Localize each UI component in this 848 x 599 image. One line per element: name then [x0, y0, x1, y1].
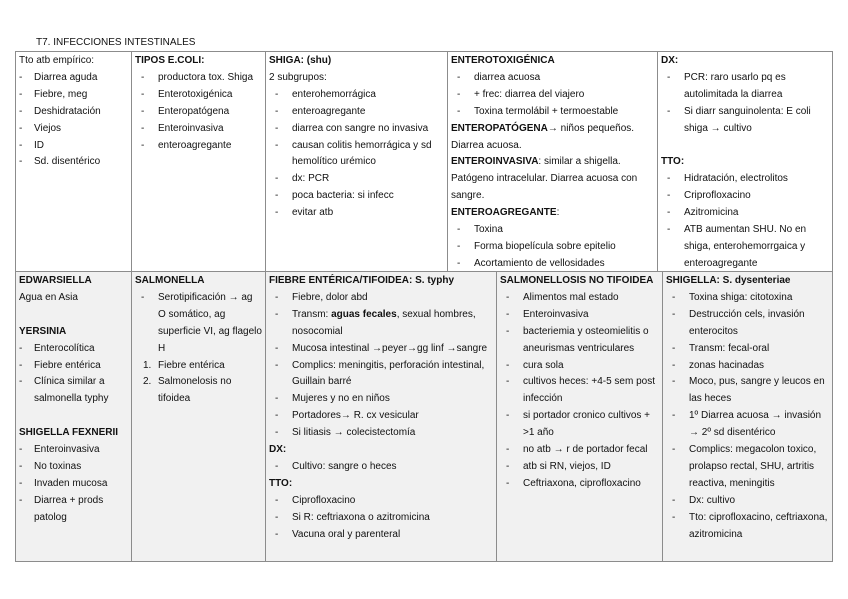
enteroagregante-suffix: :	[556, 207, 560, 219]
list-item: - Si diarr sanguinolenta: E coli shiga → cultivo	[661, 104, 830, 138]
cell-shiga	[266, 52, 448, 275]
top-table	[15, 51, 833, 275]
list-item: - Toxina termolábil + termoestable	[451, 104, 655, 121]
enteroagregante-header: ENTEROAGREGANTE	[451, 207, 557, 219]
list-item: - Diarrea aguda	[19, 70, 129, 87]
list-item: - Fiebre entérica	[19, 358, 129, 375]
tto-header: TTO:	[661, 156, 685, 168]
list-item: - Complics: megacolon toxico, prolapso rectal, SHU, artritis reactiva, meningitis	[666, 442, 830, 493]
page-title: T7. INFECCIONES INTESTINALES	[36, 37, 196, 48]
bottom-table	[15, 271, 833, 562]
list-item: - Enteropatógena	[135, 104, 263, 121]
tto-header: TTO:	[269, 477, 293, 489]
list-item: - productora tox. Shiga	[135, 70, 263, 87]
list-item: - Destrucción cels, invasión enterocitos	[666, 307, 830, 341]
edwarsiella-header: EDWARSIELLA	[19, 275, 92, 286]
list-item: - Ciprofloxacino	[269, 493, 494, 510]
list-item: - Clínica similar a salmonella typhy	[19, 374, 129, 408]
edwarsiella-text: Agua en Asia	[19, 291, 78, 303]
list-item: - Tto: ciprofloxacino, ceftriaxona, azitromicina	[666, 510, 830, 544]
list-item: - cultivos heces: +4-5 sem post infección	[500, 374, 660, 408]
cell-edwarsiella-yersinia	[16, 272, 132, 562]
cell-fiebre-enterica	[266, 272, 497, 562]
list-item: - diarrea acuosa	[451, 70, 655, 87]
item-text: Fiebre entérica	[158, 359, 225, 371]
list-item: - Transm: fecal-oral	[666, 341, 830, 358]
list-item: - Vacuna oral y parenteral	[269, 527, 494, 544]
list-item: - Moco, pus, sangre y leucos en las heces	[666, 374, 830, 408]
list-item: - Criprofloxacino	[661, 188, 830, 205]
list-item: - atb si RN, viejos, ID	[500, 459, 660, 476]
list-item: - ATB aumentan SHU. No en shiga, enterohemorrgaica y enteroagregante	[661, 222, 830, 273]
cell-ecoli-types	[132, 52, 266, 275]
list-item: - diarrea con sangre no invasiva	[269, 121, 445, 138]
shigella-flexneri-header: SHIGELLA FEXNERII	[19, 427, 119, 439]
list-item: - no atb → r de portador fecal	[500, 442, 660, 459]
list-item: - cura sola	[500, 358, 660, 375]
salmonella-header: SALMONELLA	[135, 275, 205, 286]
list-item: - Fiebre, dolor abd	[269, 290, 494, 307]
list-item: - Sd. disentérico	[19, 154, 129, 171]
list-item: - Enteroinvasiva	[500, 307, 660, 324]
list-item: - si portador cronico cultivos + >1 año	[500, 408, 660, 442]
list-item: - Mujeres y no en niños	[269, 391, 494, 408]
cell-enterotoxigenic	[448, 52, 658, 275]
shiga-subheader: 2 subgrupos:	[269, 71, 327, 83]
list-item: - + frec: diarrea del viajero	[451, 87, 655, 104]
list-item: - Forma biopelícula sobre epitelio	[451, 239, 655, 256]
list-item: - Acortamiento de vellosidades	[451, 256, 655, 273]
transm-bold: aguas fecales	[331, 308, 397, 320]
enteroinvasiva-header: ENTEROINVASIVA	[451, 156, 539, 168]
list-item: - Enteroinvasiva	[19, 442, 129, 459]
list-item: - enteroagregante	[269, 104, 445, 121]
item-text: Salmonelosis no tifoidea	[158, 376, 232, 405]
list-item: - Azitromicina	[661, 205, 830, 222]
item-number: 2.	[143, 376, 152, 388]
enteropatogena-header: ENTEROPATÓGENA	[451, 122, 548, 134]
list-item: - Serotipificación → ag O somático, ag superficie VI, ag flagelo H	[135, 290, 263, 358]
list-item: - poca bacteria: si infecc	[269, 188, 445, 205]
empiric-header: Tto atb empírico:	[19, 55, 95, 66]
list-item: - dx: PCR	[269, 171, 445, 188]
list-item: - Enteroinvasiva	[135, 121, 263, 138]
list-item: - Portadores→ R. cx vesicular	[269, 408, 494, 425]
cell-dx-tto	[658, 52, 833, 275]
dx-header: DX:	[269, 444, 287, 456]
enteropatogena-text: → niños pequeños. Diarrea acuosa.	[451, 122, 635, 151]
cell-salmonella	[132, 272, 266, 562]
list-item: - Si R: ceftriaxona o azitromicina	[269, 510, 494, 527]
enteroagregante-paragraph	[451, 205, 655, 222]
list-item: - causan colitis hemorrágica y sd hemolítico urémico	[269, 138, 445, 172]
list-item: - 1º Diarrea acuosa → invasión → 2º sd disentérico	[666, 408, 830, 442]
item-number: 1.	[143, 359, 152, 371]
list-item: - enteroagregante	[135, 138, 263, 155]
list-item: - Viejos	[19, 121, 129, 138]
list-item: - Deshidratación	[19, 104, 129, 121]
list-item: - Si litiasis → colecistectomía	[269, 425, 494, 442]
list-item: - Fiebre, meg	[19, 87, 129, 104]
list-item: - Toxina	[451, 222, 655, 239]
list-item: - Enterocolítica	[19, 341, 129, 358]
list-item: - Enterotoxigénica	[135, 87, 263, 104]
list-item: - Dx: cultivo	[666, 493, 830, 510]
fiebre-enterica-header: FIEBRE ENTÉRICA/TIFOIDEA: S. typhy	[269, 275, 455, 286]
cell-empiric-treatment	[16, 52, 132, 275]
enteroinvasiva-paragraph	[451, 154, 655, 205]
list-item: - Toxina shiga: citotoxina	[666, 290, 830, 307]
list-item: - enterohemorrágica	[269, 87, 445, 104]
dx-header: DX:	[661, 55, 679, 66]
yersinia-header: YERSINIA	[19, 325, 67, 337]
list-item: - Complics: meningitis, perforación intestinal, Guillain barré	[269, 358, 494, 392]
list-item-transm	[269, 307, 494, 341]
list-item: - Diarrea + prods patolog	[19, 493, 129, 527]
list-item: - evitar atb	[269, 205, 445, 222]
list-item: - Invaden mucosa	[19, 476, 129, 493]
enteropatogena-paragraph	[451, 121, 655, 155]
list-item: - No toxinas	[19, 459, 129, 476]
transm-rest: , sexual hombres, nosocomial	[292, 308, 476, 337]
list-item: - Ceftriaxona, ciprofloxacino	[500, 476, 660, 493]
list-item: - zonas hacinadas	[666, 358, 830, 375]
list-item: - Hidratación, electrolitos	[661, 171, 830, 188]
list-item: - Mucosa intestinal →peyer→gg linf →sangre	[269, 341, 494, 358]
numbered-item	[135, 358, 263, 375]
cell-shigella-dysenteriae	[663, 272, 833, 562]
list-item: - PCR: raro usarlo pq es autolimitada la diarrea	[661, 70, 830, 104]
ecoli-header: TIPOS E.COLI:	[135, 55, 205, 66]
enterotox-header: ENTEROTOXIGÉNICA	[451, 55, 555, 66]
list-item: - bacteriemia y osteomielitis o aneurismas ventriculares	[500, 324, 660, 358]
enteroinvasiva-text: : similar a shigella. Patógeno intracelular. Diarrea acuosa con sangre.	[451, 156, 638, 202]
salmonellosis-header: SALMONELLOSIS NO TIFOIDEA	[500, 275, 654, 286]
list-item: - Cultivo: sangre o heces	[269, 459, 494, 476]
cell-salmonellosis-no-tifoidea	[497, 272, 663, 562]
list-item: - Alimentos mal estado	[500, 290, 660, 307]
list-item: - ID	[19, 138, 129, 155]
numbered-item	[135, 374, 263, 408]
transm-prefix: Transm:	[292, 308, 332, 320]
shigella-dysenteriae-header: SHIGELLA: S. dysenteriae	[666, 275, 791, 286]
shiga-header: SHIGA: (shu)	[269, 55, 332, 66]
